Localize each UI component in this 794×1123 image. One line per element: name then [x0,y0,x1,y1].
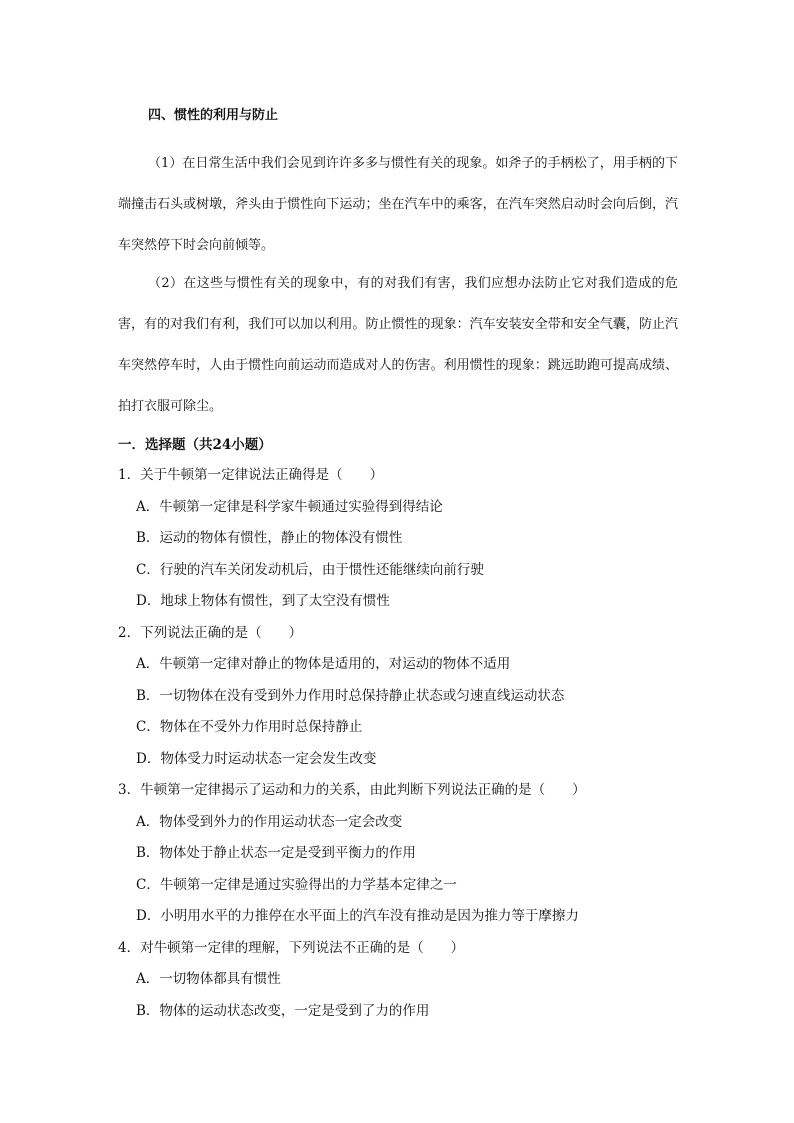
question-stem: 3．牛顿第一定律揭示了运动和力的关系，由此判断下列说法正确的是（ ） [118,782,586,798]
option-c: C．行驶的汽车关闭发动机后，由于惯性还能继续向前行驶 [136,561,484,578]
option-b: B．物体处于静止状态一定是受到平衡力的作用 [136,845,416,861]
question-list [118,460,698,1027]
option-a: A．一切物体都具有惯性 [136,971,281,987]
option-d: D．地球上物体有惯性，到了太空没有惯性 [136,593,390,609]
question-3 [118,775,698,933]
question-stem: 4．对牛顿第一定律的理解，下列说法不正确的是（ ） [118,939,465,956]
option-b: B．运动的物体有惯性，静止的物体没有惯性 [136,530,403,546]
section-heading: 四、惯性的利用与防止 [148,108,279,123]
question-1 [118,460,698,618]
paragraph-inertia-use-and-prevention: （2）在这些与惯性有关的现象中，有的对我们有害，我们应想办法防止它对我们造成的危害，有的对我们有利，我们可以加以利用。防止惯性的现象：汽车安装安全带和安全气囊，防止汽车突然停车时，人由于惯性向前运动而造成对人的伤害。利用惯性的现象：跳远助跑可提高成绩、拍打衣服可除尘。 [118,276,678,414]
quiz-title: 一．选择题（共24小题） [118,437,272,453]
option-a: A．牛顿第一定律是科学家牛顿通过实验得到得结论 [136,498,443,515]
question-2 [118,618,698,776]
question-stem: 1．关于牛顿第一定律说法正确得是（ ） [118,467,384,483]
option-c: C．牛顿第一定律是通过实验得出的力学基本定律之一 [136,876,457,893]
option-a: A．牛顿第一定律对静止的物体是适用的，对运动的物体不适用 [136,656,511,672]
option-d: D．物体受力时运动状态一定会发生改变 [136,750,377,767]
option-a: A．物体受到外力的作用运动状态一定会改变 [136,813,403,830]
option-d: D．小明用水平的力推停在水平面上的汽车没有推动是因为推力等于摩擦力 [136,908,579,924]
question-4 [118,933,698,1028]
question-stem: 2．下列说法正确的是（ ） [118,624,303,641]
option-c: C．物体在不受外力作用时总保持静止 [136,719,363,735]
option-b: B．物体的运动状态改变，一定是受到了力的作用 [136,1002,430,1019]
option-b: B．一切物体在没有受到外力作用时总保持静止状态或匀速直线运动状态 [136,687,565,704]
paragraph-inertia-examples: （1）在日常生活中我们会见到许许多多与惯性有关的现象。如斧子的手柄松了，用手柄的下端撞击石头或树墩，斧头由于惯性向下运动；坐在汽车中的乘客，在汽车突然启动时会向后倒，汽车突然停下时会向前倾等。 [118,156,678,253]
